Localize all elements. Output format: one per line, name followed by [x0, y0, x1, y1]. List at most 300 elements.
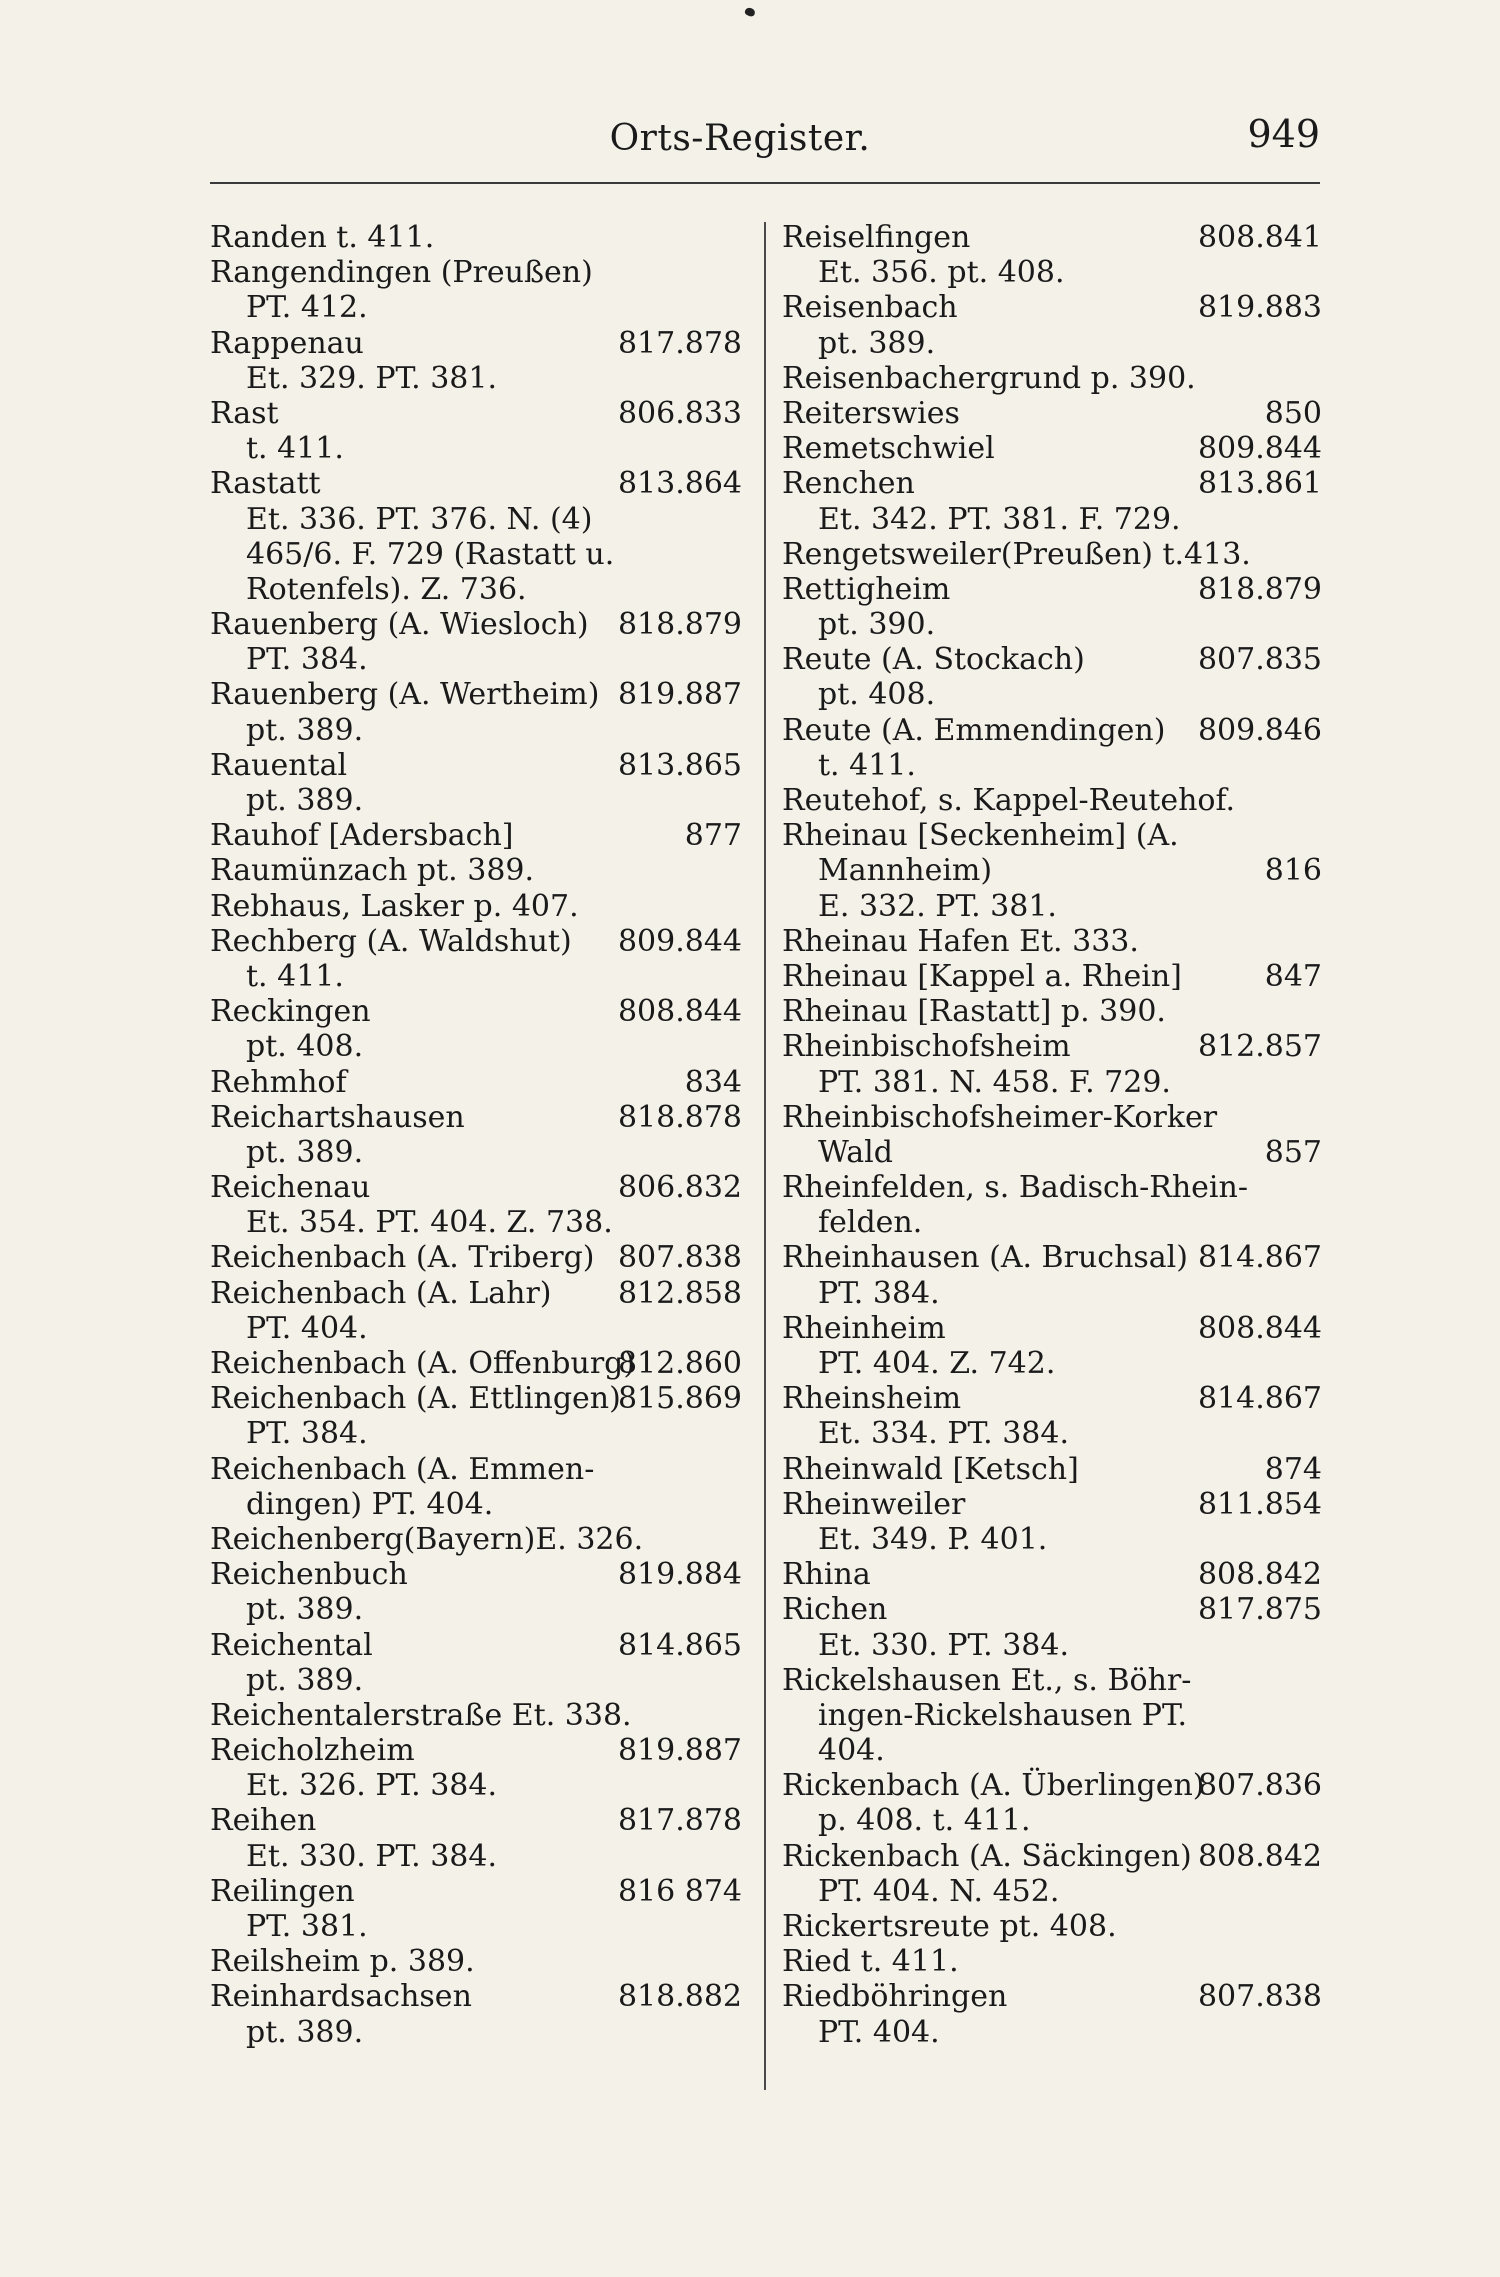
register-entry — [782, 642, 1322, 712]
entry-number: 811.854 — [1197, 1486, 1322, 1522]
register-entry — [782, 1839, 1322, 1909]
entry-number: 818.879 — [1197, 571, 1322, 607]
entry-text: t. 411. — [246, 958, 344, 994]
register-entry — [210, 220, 742, 255]
left-column — [210, 220, 742, 2050]
entry-text: PT. 404. — [818, 2014, 940, 2050]
entry-text: Randen t. 411. — [210, 220, 435, 255]
entry-text: pt. 389. — [246, 783, 364, 818]
header-rule — [210, 182, 1320, 184]
entry-reference — [210, 1909, 742, 1944]
register-entry — [782, 959, 1322, 994]
register-entry — [210, 1733, 742, 1803]
entry-text: Et. 349. P. 401. — [818, 1521, 1048, 1557]
entry-text: Rastatt — [210, 466, 321, 502]
register-entry — [210, 607, 742, 677]
entry-place-name — [782, 1240, 1322, 1275]
entry-reference — [210, 1205, 742, 1240]
register-entry — [210, 1522, 742, 1557]
register-entry — [210, 853, 742, 888]
register-entry — [782, 1663, 1322, 1769]
register-entry — [782, 1452, 1322, 1487]
entry-number: 819.887 — [617, 1733, 742, 1769]
register-entry — [782, 572, 1322, 642]
entry-reference — [210, 1839, 742, 1874]
entry-reference — [210, 1135, 742, 1170]
entry-reference — [210, 1768, 742, 1803]
entry-number: 874 — [1264, 1451, 1322, 1487]
entry-text: Reckingen — [210, 994, 371, 1030]
entry-place-name — [210, 818, 742, 853]
entry-text: Reiterswies — [782, 395, 960, 431]
entry-text: pt. 389. — [246, 712, 364, 748]
entry-reference — [782, 1276, 1322, 1311]
register-entry — [782, 431, 1322, 466]
entry-reference — [782, 1803, 1322, 1838]
entry-text: Rettigheim — [782, 571, 951, 607]
entry-text: Rheinweiler — [782, 1486, 966, 1522]
entry-text: PT. 384. — [246, 642, 368, 678]
entry-text: Reute (A. Emmendingen) — [782, 712, 1166, 748]
entry-reference — [782, 1698, 1322, 1733]
entry-text: Rheinau [Seckenheim] (A. — [782, 818, 1179, 854]
register-entry — [782, 361, 1322, 396]
entry-number: 819.887 — [617, 677, 742, 713]
entry-text: Wald — [818, 1134, 893, 1170]
entry-reference — [782, 1628, 1322, 1663]
entry-reference — [210, 1487, 742, 1522]
entry-reference — [210, 431, 742, 466]
entry-text: felden. — [818, 1205, 923, 1241]
entry-text: Rengetsweiler(Preußen) t.413. — [782, 536, 1251, 572]
entry-reference — [782, 2015, 1322, 2050]
entry-text: Reichentalerstraße Et. 338. — [210, 1697, 632, 1733]
entry-place-name — [782, 1979, 1322, 2014]
entry-reference — [210, 783, 742, 818]
register-entry — [782, 1487, 1322, 1557]
entry-number: 807.838 — [617, 1240, 742, 1276]
entry-place-name — [782, 396, 1322, 431]
entry-reference — [210, 361, 742, 396]
entry-number: 809.844 — [617, 923, 742, 959]
entry-text: Et. 342. PT. 381. F. 729. — [818, 501, 1181, 537]
entry-reference — [782, 255, 1322, 290]
page-number: 949 — [1247, 112, 1320, 156]
entry-text: Rheinbischofsheim — [782, 1029, 1071, 1065]
register-entry — [210, 1240, 742, 1275]
entry-place-name — [210, 994, 742, 1029]
entry-text: Rangendingen (Preußen) — [210, 255, 593, 291]
entry-text: pt. 408. — [246, 1029, 364, 1065]
entry-text: Rheinau Hafen Et. 333. — [782, 923, 1139, 959]
entry-place-name — [782, 220, 1322, 255]
entry-text: PT. 384. — [246, 1416, 368, 1452]
entry-text: Rauenberg (A. Wertheim) — [210, 677, 600, 713]
entry-text: Reutehof, s. Kappel-Reutehof. — [782, 783, 1236, 818]
entry-place-name — [210, 1803, 742, 1838]
entry-reference — [210, 572, 742, 607]
entry-text: Reute (A. Stockach) — [782, 642, 1085, 678]
entry-number: 806.832 — [617, 1170, 742, 1206]
entry-text: pt. 389. — [246, 1592, 364, 1628]
entry-number: 813.861 — [1197, 466, 1322, 502]
entry-reference — [782, 748, 1322, 783]
register-entry — [782, 1557, 1322, 1592]
entry-place-name — [782, 572, 1322, 607]
entry-text: Reichenbach (A. Lahr) — [210, 1275, 552, 1311]
entry-reference — [210, 2015, 742, 2050]
entry-text: PT. 381. N. 458. F. 729. — [818, 1064, 1171, 1100]
entry-text: Mannheim) — [818, 853, 993, 889]
entry-place-name — [210, 1874, 742, 1909]
entry-text: Rauhof [Adersbach] — [210, 818, 514, 854]
entry-place-name — [782, 361, 1322, 396]
entry-text: Et. 326. PT. 384. — [246, 1768, 498, 1804]
entry-number: 808.841 — [1197, 220, 1322, 255]
entry-text: dingen) PT. 404. — [246, 1486, 494, 1522]
register-entry — [210, 748, 742, 818]
register-entry — [782, 396, 1322, 431]
entry-number: 818.878 — [617, 1099, 742, 1135]
entry-place-name — [782, 466, 1322, 501]
entry-reference — [782, 1874, 1322, 1909]
entry-text: Rheinheim — [782, 1310, 946, 1346]
entry-text: Rehmhof — [210, 1064, 347, 1100]
register-entry — [782, 1311, 1322, 1381]
entry-number: 817.875 — [1197, 1592, 1322, 1628]
entry-number: 857 — [1264, 1134, 1322, 1170]
register-entry — [782, 818, 1322, 924]
register-entry — [210, 677, 742, 747]
register-entry — [210, 1874, 742, 1944]
entry-place-name — [782, 1170, 1322, 1205]
entry-place-name — [210, 1522, 742, 1557]
entry-text: Reilingen — [210, 1873, 355, 1909]
entry-place-name — [210, 1944, 742, 1979]
entry-place-name — [210, 1346, 742, 1381]
register-entry — [210, 1698, 742, 1733]
entry-reference — [782, 853, 1322, 888]
entry-number: 816 874 — [617, 1873, 742, 1909]
entry-number: 816 — [1264, 853, 1322, 889]
entry-place-name — [782, 642, 1322, 677]
entry-reference — [782, 1346, 1322, 1381]
entry-text: Reichenau — [210, 1170, 371, 1206]
register-entry — [210, 1381, 742, 1451]
entry-place-name — [210, 924, 742, 959]
entry-number: 809.844 — [1197, 431, 1322, 467]
register-entry — [782, 994, 1322, 1029]
entry-text: Rheinhausen (A. Bruchsal) — [782, 1240, 1188, 1276]
entry-text: Reisenbachergrund p. 390. — [782, 360, 1196, 396]
entry-text: PT. 384. — [818, 1275, 940, 1311]
entry-text: Reichental — [210, 1627, 373, 1663]
register-entry — [210, 1100, 742, 1170]
entry-text: E. 332. PT. 381. — [818, 888, 1057, 924]
entry-text: Rheinbischofsheimer-Korker — [782, 1099, 1218, 1135]
register-entry — [782, 466, 1322, 536]
entry-place-name — [210, 466, 742, 501]
entry-place-name — [210, 1170, 742, 1205]
entry-reference — [210, 1311, 742, 1346]
entry-text: pt. 389. — [246, 1134, 364, 1170]
entry-text: Et. 356. pt. 408. — [818, 255, 1065, 291]
entry-text: Rickenbach (A. Überlingen) — [782, 1768, 1205, 1804]
entry-number: 847 — [1264, 958, 1322, 994]
entry-text: Reichenbach (A. Ettlingen) — [210, 1381, 621, 1417]
entry-place-name — [210, 1065, 742, 1100]
entry-reference — [782, 502, 1322, 537]
entry-reference — [782, 1205, 1322, 1240]
register-entry — [210, 1276, 742, 1346]
entry-text: Rotenfels). Z. 736. — [246, 571, 527, 607]
entry-text: 404. — [818, 1733, 885, 1769]
register-entry — [210, 1628, 742, 1698]
entry-number: 819.883 — [1197, 290, 1322, 326]
entry-number: 817.878 — [617, 325, 742, 361]
entry-number: 809.846 — [1197, 712, 1322, 748]
entry-number: 817.878 — [617, 1803, 742, 1839]
register-entry — [210, 994, 742, 1064]
entry-number: 808.842 — [1197, 1838, 1322, 1874]
entry-text: Rhina — [782, 1557, 871, 1593]
register-entry — [210, 1944, 742, 1979]
entry-text: Rast — [210, 395, 279, 431]
entry-text: ingen-Rickelshausen PT. — [818, 1697, 1188, 1733]
entry-reference — [782, 1522, 1322, 1557]
entry-place-name — [210, 1381, 742, 1416]
entry-text: PT. 404. — [246, 1310, 368, 1346]
register-entry — [782, 713, 1322, 783]
register-entry — [210, 1170, 742, 1240]
entry-number: 814.865 — [617, 1627, 742, 1663]
register-entry — [210, 1557, 742, 1627]
entry-text: PT. 404. N. 452. — [818, 1873, 1060, 1909]
entry-number: 807.836 — [1197, 1768, 1322, 1804]
entry-place-name — [210, 396, 742, 431]
entry-place-name — [782, 924, 1322, 959]
entry-text: Et. 354. PT. 404. Z. 738. — [246, 1205, 613, 1241]
entry-text: Rheinfelden, s. Badisch-Rhein- — [782, 1170, 1248, 1206]
entry-text: Reichartshausen — [210, 1099, 465, 1135]
entry-place-name — [782, 1592, 1322, 1627]
column-divider — [764, 222, 766, 2090]
entry-place-name — [210, 853, 742, 888]
entry-number: 813.865 — [617, 747, 742, 783]
entry-text: Rickertsreute pt. 408. — [782, 1909, 1117, 1944]
entry-text: Et. 334. PT. 384. — [818, 1416, 1070, 1452]
entry-reference — [782, 1416, 1322, 1451]
entry-text: PT. 404. Z. 742. — [818, 1346, 1056, 1381]
entry-text: Ried t. 411. — [782, 1944, 959, 1980]
register-entry — [782, 1240, 1322, 1310]
entry-text: Rauenberg (A. Wiesloch) — [210, 607, 589, 643]
entry-number: 808.844 — [1197, 1310, 1322, 1346]
entry-reference — [210, 1029, 742, 1064]
register-entry — [782, 1909, 1322, 1944]
entry-text: Reichenbach (A. Offenburg) — [210, 1346, 636, 1381]
entry-number: 818.879 — [617, 607, 742, 643]
entry-place-name — [782, 290, 1322, 325]
entry-text: Reichenbuch — [210, 1557, 408, 1593]
entry-reference — [210, 1416, 742, 1451]
entry-place-name — [782, 1100, 1322, 1135]
entry-text: Richen — [782, 1592, 888, 1628]
register-entry — [782, 1979, 1322, 2049]
entry-place-name — [782, 431, 1322, 466]
right-column — [782, 220, 1322, 2050]
entry-place-name — [782, 994, 1322, 1029]
entry-place-name — [210, 889, 742, 924]
entry-reference — [782, 1135, 1322, 1170]
entry-place-name — [210, 326, 742, 361]
entry-text: pt. 389. — [818, 325, 936, 361]
entry-text: Remetschwiel — [782, 431, 995, 467]
entry-reference — [210, 713, 742, 748]
entry-reference — [210, 1663, 742, 1698]
entry-number: 807.838 — [1197, 1979, 1322, 2015]
entry-number: 808.844 — [617, 994, 742, 1030]
entry-place-name — [782, 1029, 1322, 1064]
entry-text: Reichenberg(Bayern)E. 326. — [210, 1521, 644, 1557]
entry-place-name — [782, 1381, 1322, 1416]
entry-place-name — [782, 1557, 1322, 1592]
entry-text: Rebhaus, Lasker p. 407. — [210, 888, 579, 924]
entry-text: Reihen — [210, 1803, 317, 1839]
entry-text: Rechberg (A. Waldshut) — [210, 923, 572, 959]
register-entry — [210, 1065, 742, 1100]
entry-place-name — [210, 1628, 742, 1663]
entry-place-name — [782, 1487, 1322, 1522]
entry-number: 877 — [684, 818, 742, 854]
register-entry — [782, 1592, 1322, 1662]
entry-text: PT. 381. — [246, 1909, 368, 1944]
entry-reference — [210, 959, 742, 994]
entry-number: 850 — [1264, 395, 1322, 431]
entry-place-name — [210, 1698, 742, 1733]
register-entry — [210, 255, 742, 325]
entry-number: 806.833 — [617, 395, 742, 431]
entry-number: 814.867 — [1197, 1381, 1322, 1417]
entry-reference — [782, 1065, 1322, 1100]
register-entry — [210, 1979, 742, 2049]
entry-text: t. 411. — [818, 747, 916, 783]
register-entry — [210, 889, 742, 924]
entry-text: 465/6. F. 729 (Rastatt u. — [246, 536, 615, 572]
entry-place-name — [782, 1944, 1322, 1979]
entry-reference — [782, 326, 1322, 361]
entry-place-name — [210, 1452, 742, 1487]
entry-text: Et. 329. PT. 381. — [246, 360, 498, 396]
entry-place-name — [782, 713, 1322, 748]
register-entry — [782, 290, 1322, 360]
entry-place-name — [210, 607, 742, 642]
register-entry — [782, 1170, 1322, 1240]
entry-place-name — [210, 1557, 742, 1592]
entry-place-name — [782, 1839, 1322, 1874]
register-entry — [782, 783, 1322, 818]
entry-text: Rheinau [Kappel a. Rhein] — [782, 958, 1182, 994]
entry-text: Reicholzheim — [210, 1733, 415, 1769]
register-entry — [782, 1100, 1322, 1170]
entry-number: 812.857 — [1197, 1029, 1322, 1065]
entry-reference — [210, 642, 742, 677]
entry-number: 815.869 — [617, 1381, 742, 1417]
register-entry — [782, 1381, 1322, 1451]
entry-text: Reichenbach (A. Emmen- — [210, 1451, 595, 1487]
entry-text: Rheinau [Rastatt] p. 390. — [782, 994, 1166, 1030]
entry-reference — [210, 290, 742, 325]
register-entry — [210, 1346, 742, 1381]
entry-place-name — [782, 783, 1322, 818]
entry-text: t. 411. — [246, 431, 344, 467]
entry-text: Rickenbach (A. Säckingen) — [782, 1838, 1192, 1874]
entry-reference — [782, 607, 1322, 642]
register-entry — [210, 818, 742, 853]
entry-text: Reichenbach (A. Triberg) — [210, 1240, 595, 1276]
entry-text: Reinhardsachsen — [210, 1979, 472, 2015]
register-entry — [782, 924, 1322, 959]
entry-reference — [210, 537, 742, 572]
entry-text: Rauental — [210, 747, 348, 783]
entry-number: 813.864 — [617, 466, 742, 502]
entry-text: PT. 412. — [246, 290, 368, 326]
register-entry — [782, 537, 1322, 572]
entry-place-name — [210, 255, 742, 290]
entry-place-name — [782, 537, 1322, 572]
entry-reference — [782, 1733, 1322, 1768]
entry-text: p. 408. t. 411. — [818, 1803, 1031, 1839]
entry-place-name — [782, 1768, 1322, 1803]
entry-place-name — [782, 1663, 1322, 1698]
register-entry — [210, 1803, 742, 1873]
entry-text: pt. 408. — [818, 677, 936, 713]
entry-text: pt. 389. — [246, 2014, 364, 2050]
entry-number: 819.884 — [617, 1557, 742, 1593]
entry-text: Et. 336. PT. 376. N. (4) — [246, 501, 593, 537]
register-entry — [210, 326, 742, 396]
register-entry — [782, 1029, 1322, 1099]
entry-place-name — [782, 1311, 1322, 1346]
register-entry — [210, 1452, 742, 1522]
entry-text: Et. 330. PT. 384. — [818, 1627, 1070, 1663]
entry-number: 808.842 — [1197, 1557, 1322, 1593]
entry-text: Reisenbach — [782, 290, 958, 326]
entry-place-name — [210, 677, 742, 712]
entry-place-name — [782, 818, 1322, 853]
register-entry — [782, 1944, 1322, 1979]
entry-reference — [210, 1592, 742, 1627]
entry-reference — [210, 502, 742, 537]
entry-text: Rappenau — [210, 325, 364, 361]
entry-number: 807.835 — [1197, 642, 1322, 678]
entry-place-name — [782, 1452, 1322, 1487]
entry-number: 812.858 — [617, 1275, 742, 1311]
register-entry — [210, 396, 742, 466]
register-entry — [782, 220, 1322, 290]
entry-text: Et. 330. PT. 384. — [246, 1838, 498, 1874]
entry-text: Rheinsheim — [782, 1381, 962, 1417]
entry-place-name — [210, 1240, 742, 1275]
entry-place-name — [782, 959, 1322, 994]
entry-text: Rheinwald [Ketsch] — [782, 1451, 1079, 1487]
entry-text: Riedböhringen — [782, 1979, 1008, 2015]
entry-number: 818.882 — [617, 1979, 742, 2015]
entry-reference — [782, 889, 1322, 924]
entry-number: 812.860 — [617, 1346, 742, 1381]
page-title: Orts-Register. — [609, 118, 871, 159]
entry-text: Reilsheim p. 389. — [210, 1944, 475, 1980]
